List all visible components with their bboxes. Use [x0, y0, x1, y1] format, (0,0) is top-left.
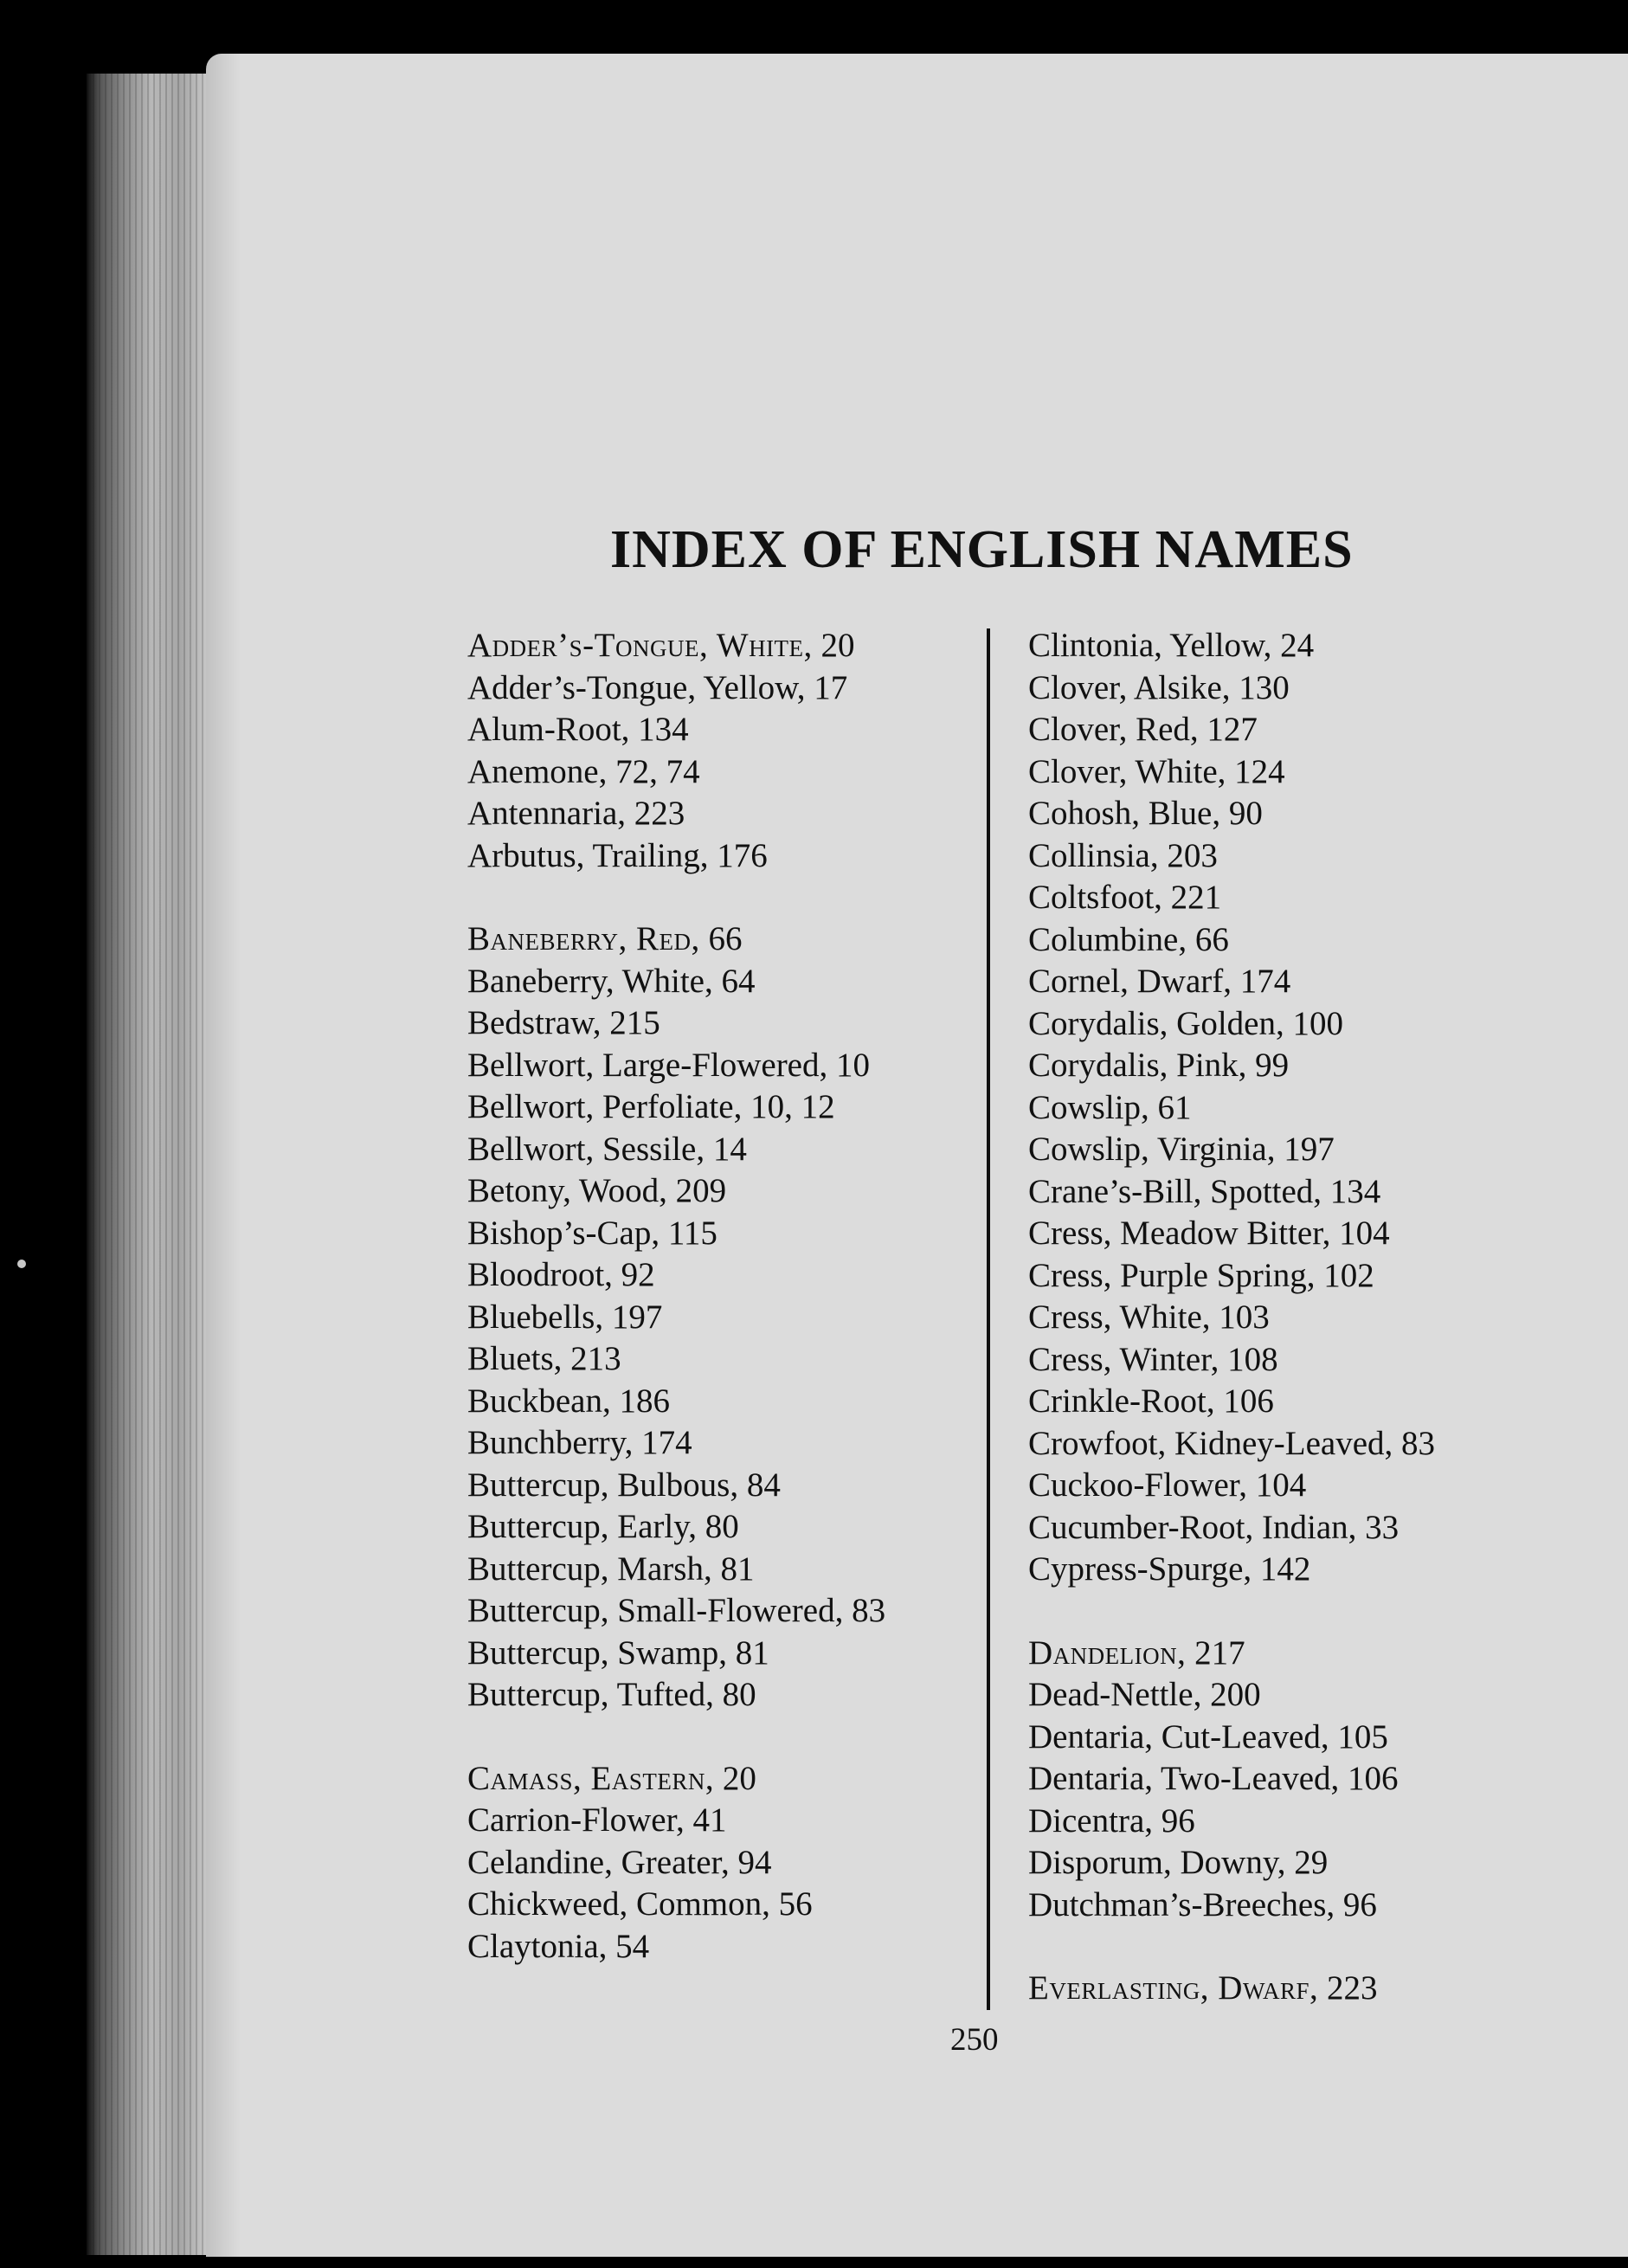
index-entry: Bellwort, Perfoliate, 10, 12 — [467, 1088, 835, 1125]
index-entry-page-ref: 223 — [1318, 1969, 1378, 2007]
index-entry-page-ref: 66 — [699, 920, 743, 957]
index-entry: Baneberry, White, 64 — [467, 962, 756, 1000]
index-entry: Dutchman’s-Breeches, 96 — [1028, 1885, 1377, 1923]
index-entry: Buttercup, Marsh, 81 — [467, 1550, 755, 1588]
index-column-right — [1028, 625, 1565, 2010]
index-entry: Bloodroot, 92 — [467, 1256, 655, 1293]
index-entry: Buttercup, Early, 80 — [467, 1508, 739, 1545]
index-entry: Bellwort, Sessile, 14 — [467, 1130, 747, 1168]
index-entry: Cress, Purple Spring, 102 — [1028, 1256, 1374, 1294]
index-entry — [1028, 1633, 1565, 1675]
index-entry: Buckbean, 186 — [467, 1382, 670, 1420]
index-entry: Anemone, 72, 74 — [467, 752, 700, 790]
index-entry: Adder’s-Tongue, Yellow, 17 — [467, 668, 848, 706]
index-entry-page-ref: 20 — [714, 1759, 756, 1797]
index-entry — [1028, 1968, 1565, 2010]
page-number: 250 — [950, 2022, 999, 2058]
index-entry: Celandine, Greater, 94 — [467, 1843, 772, 1881]
index-entry: Cowslip, Virginia, 197 — [1028, 1131, 1335, 1168]
index-entry: Alum-Root, 134 — [467, 711, 689, 748]
index-entry: Cuckoo-Flower, 104 — [1028, 1466, 1307, 1504]
index-entry: Cress, Meadow Bitter, 104 — [1028, 1215, 1390, 1252]
index-entry — [467, 1758, 987, 1801]
index-entry: Cress, Winter, 108 — [1028, 1340, 1278, 1378]
index-entry: Clintonia, Yellow, 24 — [1028, 627, 1315, 664]
index-entry: Cohosh, Blue, 90 — [1028, 795, 1263, 832]
index-entry — [467, 625, 987, 667]
index-entry-headword: Dandelion, — [1028, 1633, 1187, 1672]
index-entry: Bedstraw, 215 — [467, 1004, 660, 1041]
index-entry: Bishop’s-Cap, 115 — [467, 1214, 717, 1252]
page-edges — [87, 74, 216, 2255]
index-entry: Chickweed, Common, 56 — [467, 1885, 813, 1923]
index-entry: Crinkle-Root, 106 — [1028, 1382, 1274, 1420]
index-entry: Bellwort, Large-Flowered, 10 — [467, 1046, 870, 1084]
index-entry: Cornel, Dwarf, 174 — [1028, 963, 1291, 1000]
index-entry-headword: Camass, Eastern, — [467, 1759, 715, 1797]
index-entry: Corydalis, Pink, 99 — [1028, 1047, 1290, 1084]
index-entry: Coltsfoot, 221 — [1028, 879, 1222, 916]
index-entry: Corydalis, Golden, 100 — [1028, 1004, 1343, 1042]
index-entry: Arbutus, Trailing, 176 — [467, 836, 768, 874]
index-entry: Dead-Nettle, 200 — [1028, 1676, 1261, 1713]
index-entry: Dentaria, Two-Leaved, 106 — [1028, 1760, 1399, 1797]
index-entry: Antennaria, 223 — [467, 795, 685, 832]
index-entry — [467, 918, 987, 961]
index-entry: Bunchberry, 174 — [467, 1424, 692, 1461]
page-title: INDEX OF ENGLISH NAMES — [610, 520, 1354, 579]
index-entry: Cucumber-Root, Indian, 33 — [1028, 1508, 1400, 1546]
index-entry-headword: Everlasting, Dwarf, — [1028, 1969, 1319, 2007]
index-entry: Cowslip, 61 — [1028, 1088, 1192, 1126]
index-entry: Cress, White, 103 — [1028, 1298, 1270, 1336]
index-entry: Columbine, 66 — [1028, 920, 1229, 958]
index-entry: Bluebells, 197 — [467, 1298, 663, 1336]
index-entry-page-ref: 217 — [1186, 1633, 1245, 1672]
index-entry: Cypress-Spurge, 142 — [1028, 1550, 1311, 1588]
index-entry: Buttercup, Bulbous, 84 — [467, 1466, 781, 1504]
index-entry: Betony, Wood, 209 — [467, 1172, 727, 1209]
index-entry: Collinsia, 203 — [1028, 836, 1218, 874]
index-entry: Crane’s-Bill, Spotted, 134 — [1028, 1172, 1381, 1210]
index-entry-page-ref: 20 — [812, 627, 855, 664]
index-entry: Clover, White, 124 — [1028, 752, 1285, 790]
index-entry: Claytonia, 54 — [467, 1927, 650, 1965]
index-entry-headword: Baneberry, Red, — [467, 920, 700, 957]
index-entry: Buttercup, Tufted, 80 — [467, 1676, 756, 1713]
index-entry: Clover, Red, 127 — [1028, 711, 1258, 748]
column-divider — [987, 628, 990, 2010]
index-entry: Carrion-Flower, 41 — [467, 1801, 727, 1839]
index-entry: Dentaria, Cut-Leaved, 105 — [1028, 1717, 1388, 1756]
index-entry-headword: Adder’s-Tongue, White, — [467, 627, 813, 664]
index-entry: Buttercup, Small-Flowered, 83 — [467, 1592, 886, 1629]
index-entry: Disporum, Downy, 29 — [1028, 1844, 1329, 1881]
index-entry: Buttercup, Swamp, 81 — [467, 1633, 769, 1672]
index-entry: Dicentra, 96 — [1028, 1801, 1195, 1840]
index-entry: Crowfoot, Kidney-Leaved, 83 — [1028, 1424, 1436, 1462]
scan-speck — [17, 1260, 26, 1268]
page-gutter-shadow — [206, 54, 241, 2257]
index-entry: Clover, Alsike, 130 — [1028, 668, 1290, 706]
index-column-left — [467, 625, 987, 1968]
index-entry: Bluets, 213 — [467, 1340, 621, 1377]
